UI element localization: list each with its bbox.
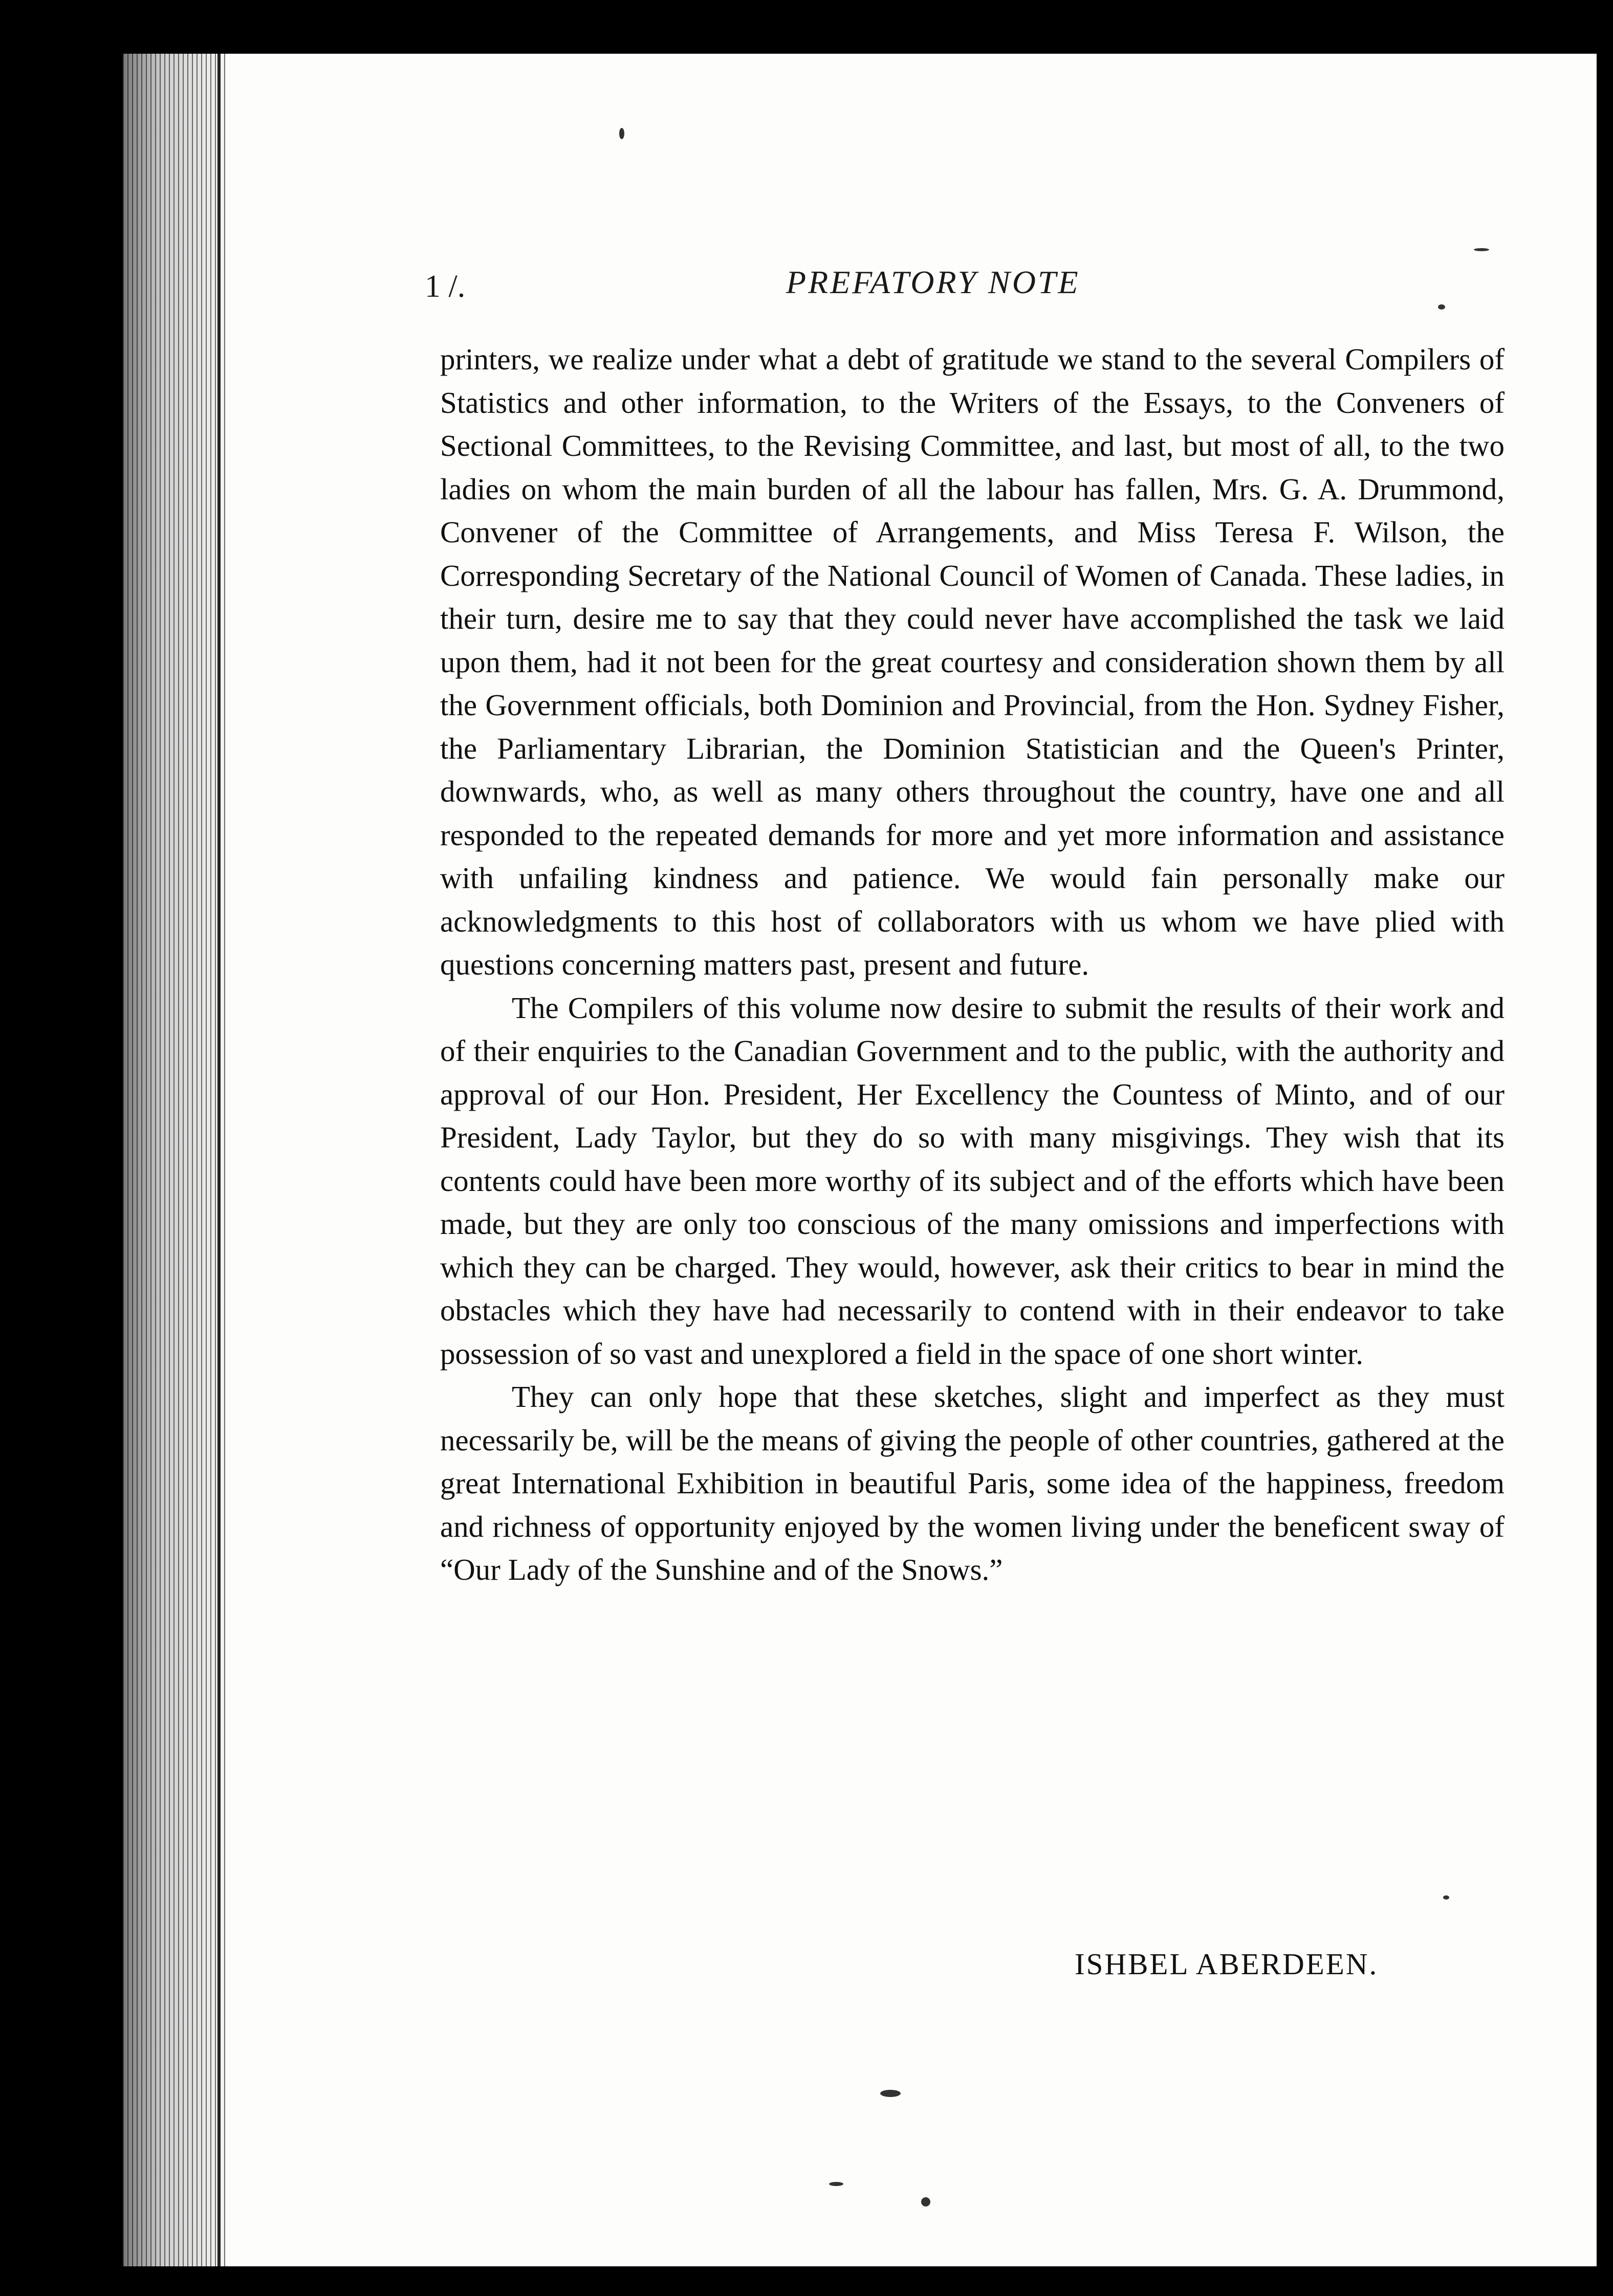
- paragraph-1: printers, we realize under what a debt of gratitude we stand to the several Compilers of Statistics and other information, to the Writers of the Essays, to the Conveners of Sectional Committees, to the Revising Committee, and last, but most of all, to the two ladies on whom the main burden of all the labour has fallen, Mrs. G. A. Drummond, Convener of the Committee of Arrangements, and Miss Teresa F. Wilson, the Corresponding Secretary of the National Council of Women of Canada. These ladies, in their turn, desire me to say that they could never have accomplished the task we laid upon them, had it not been for the great courtesy and consideration shown them by all the Government officials, both Dominion and Provincial, from the Hon. Sydney Fisher, the Parliamentary Librarian, the Dominion Statistician and the Queen's Printer, downwards, who, as well as many others throughout the country, have one and all responded to the repeated demands for more and yet more information and assistance with unfailing kindness and patience. We would fain personally make our acknowledgments to this host of collaborators with us whom we have plied with questions concerning matters past, present and future.: [440, 342, 1505, 981]
- scan-speck: [829, 2182, 843, 2186]
- scan-speck: [1438, 304, 1445, 310]
- running-head: PREFATORY NOTE: [786, 264, 1080, 300]
- page-number: 1 /.: [425, 269, 466, 304]
- signature: ISHBEL ABERDEEN.: [1075, 1947, 1379, 1981]
- scanned-page: [123, 54, 1597, 2266]
- book-gutter: [123, 54, 225, 2266]
- scan-speck: [1474, 248, 1489, 251]
- gutter-edge: [217, 54, 221, 2266]
- scan-speck: [1443, 1895, 1449, 1900]
- body-text: [440, 338, 1505, 1592]
- paragraph-2: The Compilers of this volume now desire to submit the results of their work and of their enquiries to the Canadian Government and to the public, with the authority and approval of our Hon. President, Her Excellency the Countess of Minto, and of our President, Lady Taylor, but they do so with many misgivings. They wish that its contents could have been more worthy of its subject and of the efforts which have been made, but they are only too conscious of the many omissions and imperfections with which they can be charged. They would, however, ask their critics to bear in mind the obstacles which they have had necessarily to contend with in their endeavor to take possession of so vast and unexplored a field in the space of one short winter.: [440, 990, 1505, 1371]
- paragraph-3: They can only hope that these sketches, slight and imperfect as they must necessarily be, will be the means of giving the people of other countries, gathered at the great International Exhibition in beautiful Paris, some idea of the happiness, freedom and richness of opportunity enjoyed by the women living under the beneficent sway of “Our Lady of the Sunshine and of the Snows.”: [440, 1380, 1505, 1586]
- scan-speck: [619, 128, 624, 139]
- scan-speck: [921, 2197, 930, 2206]
- scan-speck: [880, 2090, 901, 2097]
